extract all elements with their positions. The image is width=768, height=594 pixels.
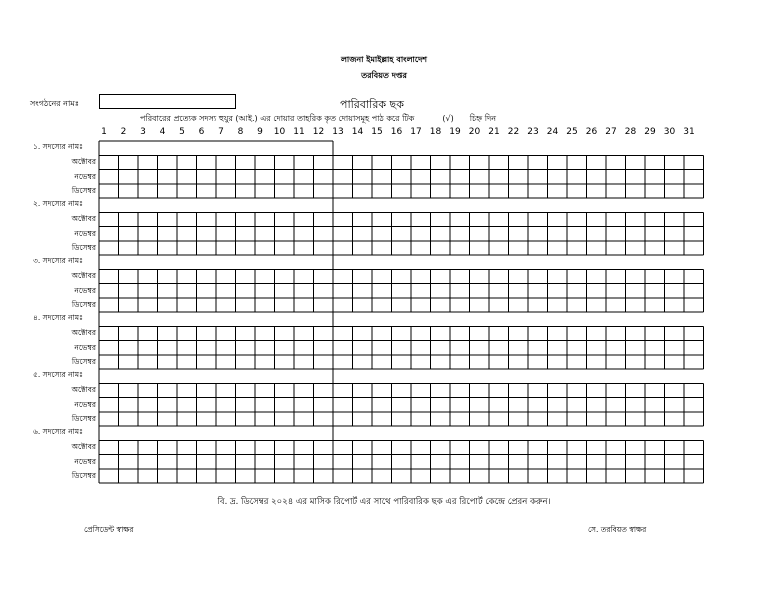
day-number: 13 <box>332 127 344 137</box>
month-label: অক্টোবর <box>71 385 96 395</box>
day-number: 7 <box>218 127 224 137</box>
member-name-label: ৬. সদস্যের নামঃ <box>33 427 84 436</box>
tick-symbol: (√) <box>442 114 454 123</box>
day-number: 2 <box>120 127 127 137</box>
mark-instruction: চিহ্ন দিন <box>469 114 497 123</box>
department-name: তরবিয়ত দপ্তর <box>361 71 407 80</box>
day-number: 3 <box>140 127 146 137</box>
month-label: ডিসেম্বর <box>71 185 96 195</box>
month-label: ডিসেম্বর <box>71 413 96 423</box>
member-name-label: ২. সদস্যের নামঃ <box>33 199 84 208</box>
day-number: 29 <box>644 127 656 137</box>
day-number: 9 <box>257 127 263 137</box>
org-name-label: সংগঠনের নামঃ <box>30 99 79 108</box>
day-number: 23 <box>527 127 539 137</box>
day-number: 21 <box>488 127 500 137</box>
form-title: পারিবারিক ছক <box>340 98 404 111</box>
day-number: 10 <box>273 127 286 137</box>
day-number: 25 <box>566 127 578 137</box>
president-signature-label: প্রেসিডেন্ট স্বাক্ষর <box>84 525 134 534</box>
day-number: 15 <box>371 127 383 137</box>
month-label: নভেম্বর <box>74 228 96 238</box>
day-number: 11 <box>293 127 305 137</box>
month-label: অক্টোবর <box>71 214 96 224</box>
secretary-signature-label: সে. তরবিয়ত স্বাক্ষর <box>588 525 647 534</box>
day-number: 22 <box>507 127 520 137</box>
member-name-label: ৪. সদস্যের নামঃ <box>33 313 83 322</box>
day-number: 14 <box>351 127 364 137</box>
day-number: 12 <box>312 127 325 137</box>
day-number: 26 <box>585 127 598 137</box>
footnote: বি. দ্র. ডিসেম্বর ২০২৪ এর মাসিক রিপোর্ট এর সাথে পারিবারিক ছক এর রিপোর্ট কেন্দ্রে প্রেরন করুন। <box>217 497 551 507</box>
member-name-label: ১. সদস্যের নামঃ <box>33 142 83 151</box>
month-label: ডিসেম্বর <box>71 299 96 309</box>
month-label: ডিসেম্বর <box>71 242 96 252</box>
day-number: 30 <box>663 127 676 137</box>
day-number: 24 <box>546 127 559 137</box>
member-name-label: ৩. সদস্যের নামঃ <box>33 256 84 265</box>
day-number: 6 <box>198 127 205 137</box>
day-number: 16 <box>390 127 403 137</box>
month-label: ডিসেম্বর <box>71 356 96 366</box>
month-label: অক্টোবর <box>71 328 96 338</box>
member-name-label: ৫. সদস্যের নামঃ <box>33 370 83 379</box>
day-number: 28 <box>624 127 637 137</box>
month-label: ডিসেম্বর <box>71 470 96 480</box>
month-label: নভেম্বর <box>74 342 96 352</box>
month-label: নভেম্বর <box>74 285 96 295</box>
month-label: অক্টোবর <box>71 157 96 167</box>
month-label: নভেম্বর <box>74 456 96 466</box>
month-label: অক্টোবর <box>71 271 96 281</box>
day-number: 20 <box>468 127 481 137</box>
month-label: নভেম্বর <box>74 399 96 409</box>
day-number: 19 <box>449 127 461 137</box>
day-number: 5 <box>179 127 185 137</box>
day-number: 1 <box>101 127 107 137</box>
instruction-text: পরিবারের প্রত্যেক সদস্য হুযুর (আই.) এর দোয়ার তাহরিক কৃত দোয়াসমূহ পাঠ করে টিক <box>140 114 415 123</box>
organization-name: লাজনা ইমাইল্লাহ বাংলাদেশ <box>340 55 428 64</box>
day-number: 31 <box>683 127 695 137</box>
day-number: 18 <box>429 127 442 137</box>
month-label: নভেম্বর <box>74 171 96 181</box>
month-label: অক্টোবর <box>71 442 96 452</box>
day-number: 17 <box>410 127 422 137</box>
day-number: 8 <box>237 127 244 137</box>
day-number: 4 <box>159 127 166 137</box>
day-number: 27 <box>605 127 617 137</box>
